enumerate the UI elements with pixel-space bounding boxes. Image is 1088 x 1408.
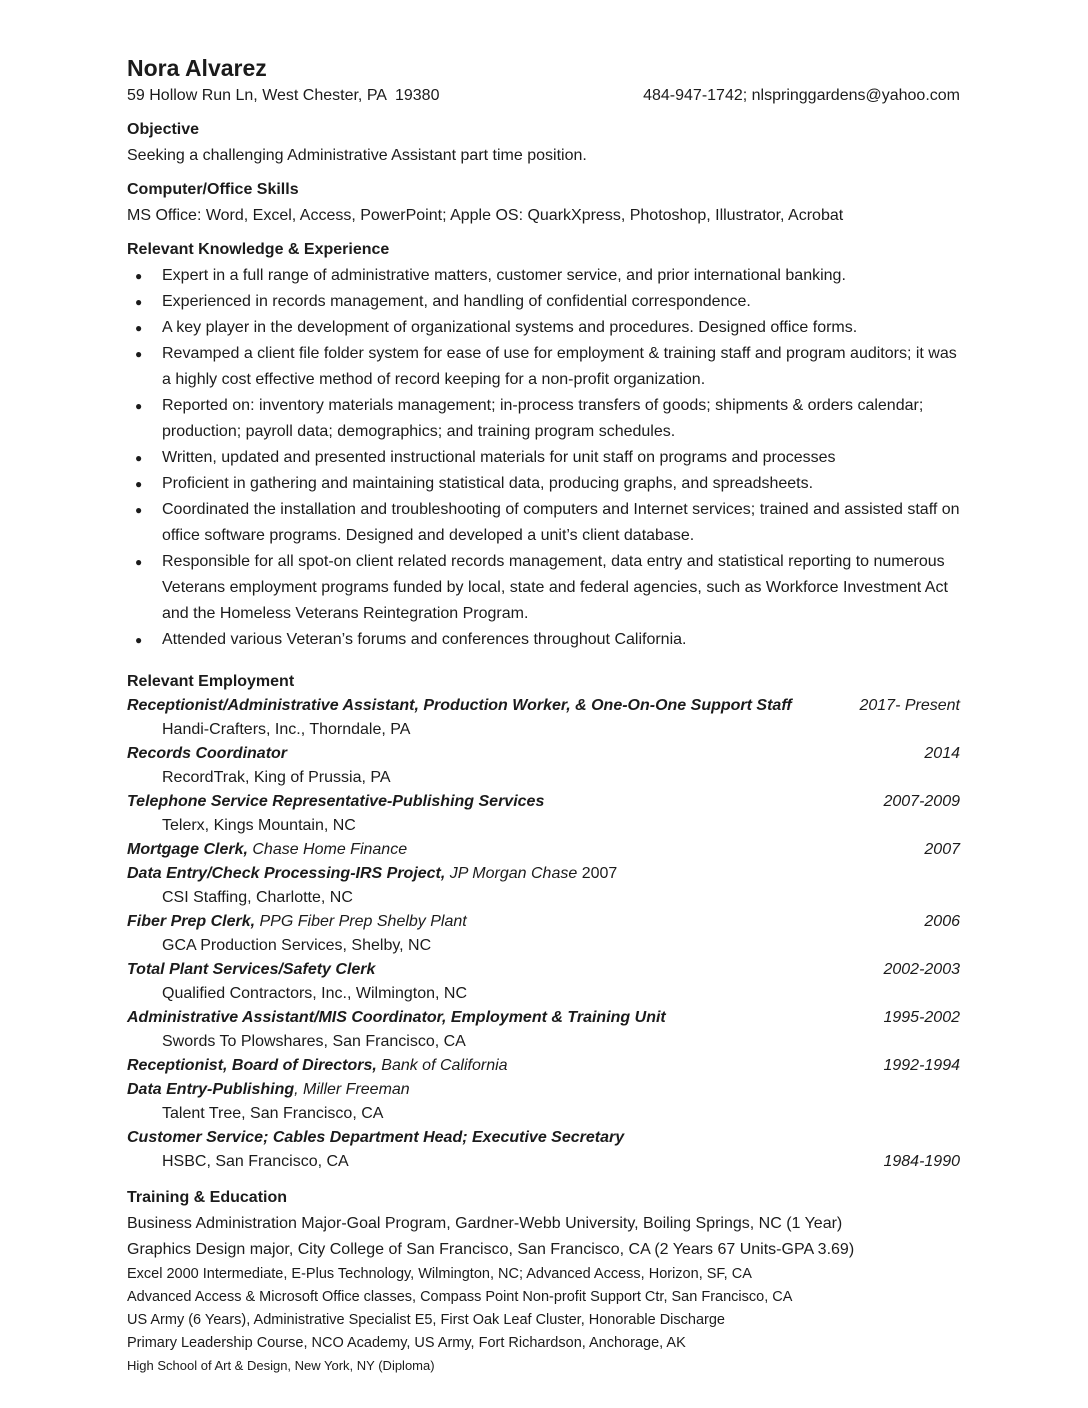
bullet-item: ● Experienced in records management, and handling of confidential correspondence. — [127, 289, 960, 315]
education-line: High School of Art & Design, New York, NY (Diploma) — [127, 1358, 435, 1373]
job-dates: 2006 — [924, 913, 960, 930]
knowledge-bullet-list — [127, 263, 960, 653]
person-name: Nora Alvarez — [127, 55, 267, 81]
employment-org-row — [127, 982, 960, 1006]
employment-title-row — [127, 910, 960, 934]
employment-section — [127, 670, 960, 1174]
education-line: Excel 2000 Intermediate, E-Plus Technology, Wilmington, NC; Advanced Access, Horizon, SF, CA — [127, 1266, 752, 1282]
bullet-item: ● A key player in the development of organizational systems and procedures. Designed office forms. — [127, 315, 960, 341]
employment-title-row — [127, 862, 960, 886]
education-line: Advanced Access & Microsoft Office classes, Compass Point Non-profit Support Ctr, San Francisco, CA — [127, 1289, 793, 1305]
job-title: Records Coordinator — [127, 745, 288, 762]
bullet-item: ● Revamped a client file folder system for ease of use for employment & training staff and program auditors; it was a highly cost effective method of record keeping for a non-profit organization. — [127, 341, 960, 393]
job-title: Mortgage Clerk, — [127, 841, 253, 858]
phone-email: 484-947-1742; nlspringgardens@yahoo.com — [643, 87, 960, 104]
employment-heading: Relevant Employment — [127, 673, 295, 690]
job-company: PPG Fiber Prep Shelby Plant — [259, 913, 467, 930]
employment-org-row — [127, 1102, 960, 1126]
employment-org-row — [127, 1030, 960, 1054]
job-dates: 1995-2002 — [883, 1009, 960, 1026]
job-title: Data Entry-Publishing — [127, 1081, 295, 1098]
job-dates: 1984-1990 — [883, 1153, 960, 1170]
employment-title-row — [127, 838, 960, 862]
job-organization: Handi-Crafters, Inc., Thorndale, PA — [162, 721, 411, 738]
job-dates: 2014 — [924, 745, 960, 762]
objective-heading: Objective — [127, 121, 200, 138]
job-inline-year: 2007 — [581, 865, 618, 882]
job-title: Fiber Prep Clerk, — [127, 913, 260, 930]
job-dates: 2017- Present — [859, 697, 960, 714]
job-organization: CSI Staffing, Charlotte, NC — [162, 889, 353, 906]
employment-title-row — [127, 1054, 960, 1078]
job-title: Receptionist/Administrative Assistant, Production Worker, & One-On-One Support Staff — [127, 697, 792, 714]
job-title: Telephone Service Representative-Publishing Services — [127, 793, 545, 810]
job-organization: RecordTrak, King of Prussia, PA — [162, 769, 391, 786]
bullet-item: ● Reported on: inventory materials management; in-process transfers of goods; shipments & orders calendar; production; payroll data; demographics; and training program schedules. — [127, 393, 960, 445]
contact-row — [127, 83, 960, 109]
bullet-item: ● Expert in a full range of administrative matters, customer service, and prior international banking. — [127, 263, 960, 289]
employment-org-row — [127, 766, 960, 790]
job-organization: Swords To Plowshares, San Francisco, CA — [162, 1033, 466, 1050]
employment-title-row — [127, 1126, 960, 1150]
job-dates: 2007 — [924, 841, 960, 858]
employment-org-row — [127, 814, 960, 838]
employment-title-row — [127, 790, 960, 814]
job-company: , Miller Freeman — [294, 1081, 410, 1098]
job-dates: 2007-2009 — [883, 793, 960, 810]
employment-title-row — [127, 958, 960, 982]
skills-heading: Computer/Office Skills — [127, 181, 299, 198]
employment-title-row — [127, 1078, 960, 1102]
job-organization: Qualified Contractors, Inc., Wilmington, NC — [162, 985, 467, 1002]
skills-text: MS Office: Word, Excel, Access, PowerPoint; Apple OS: QuarkXpress, Photoshop, Illustrator, Acrobat — [127, 207, 844, 224]
job-company: Chase Home Finance — [252, 841, 408, 858]
employment-org-row — [127, 934, 960, 958]
employment-org-row — [127, 1150, 960, 1174]
bullet-item: ● Coordinated the installation and troubleshooting of computers and Internet services; trained and assisted staff on office software programs. Designed and developed a unit’s client database. — [127, 497, 960, 549]
objective-text: Seeking a challenging Administrative Assistant part time position. — [127, 147, 587, 164]
job-organization: Telerx, Kings Mountain, NC — [162, 817, 356, 834]
job-title: Total Plant Services/Safety Clerk — [127, 961, 376, 978]
job-company: Bank of California — [381, 1057, 508, 1074]
knowledge-heading: Relevant Knowledge & Experience — [127, 241, 390, 258]
education-line: US Army (6 Years), Administrative Specialist E5, First Oak Leaf Cluster, Honorable Discharge — [127, 1312, 725, 1328]
bullet-item: ● Responsible for all spot-on client related records management, data entry and statistical reporting to numerous Veterans employment programs funded by local, state and federal agencies, such as Workforce Investment Act and the Homeless Veterans Reintegration Program. — [127, 549, 960, 627]
education-line: Primary Leadership Course, NCO Academy, US Army, Fort Richardson, Anchorage, AK — [127, 1335, 686, 1351]
employment-org-row — [127, 718, 960, 742]
education-heading: Training & Education — [127, 1189, 288, 1206]
job-organization: GCA Production Services, Shelby, NC — [162, 937, 432, 954]
address: 59 Hollow Run Ln, West Chester, PA 19380 — [127, 87, 440, 104]
bullet-item: ● Attended various Veteran’s forums and conferences throughout California. — [127, 627, 960, 653]
education-line: Graphics Design major, City College of San Francisco, San Francisco, CA (2 Years 67 Units-GPA 3.69) — [127, 1241, 855, 1258]
bullet-item: ● Written, updated and presented instructional materials for unit staff on programs and processes — [127, 445, 960, 471]
job-title: Administrative Assistant/MIS Coordinator, Employment & Training Unit — [127, 1009, 666, 1026]
job-organization: HSBC, San Francisco, CA — [162, 1153, 349, 1170]
job-dates: 2002-2003 — [883, 961, 960, 978]
job-title: Data Entry/Check Processing-IRS Project, — [127, 865, 450, 882]
employment-title-row — [127, 694, 960, 718]
education-section — [127, 1185, 960, 1377]
employment-title-row — [127, 1006, 960, 1030]
job-title: Receptionist, Board of Directors, — [127, 1057, 382, 1074]
education-line: Business Administration Major-Goal Program, Gardner-Webb University, Boiling Springs, NC (1 Year) — [127, 1215, 843, 1232]
employment-org-row — [127, 886, 960, 910]
job-company: JP Morgan Chase — [449, 865, 582, 882]
employment-title-row — [127, 742, 960, 766]
bullet-item: ● Proficient in gathering and maintaining statistical data, producing graphs, and spreadsheets. — [127, 471, 960, 497]
job-dates: 1992-1994 — [883, 1057, 960, 1074]
job-title: Customer Service; Cables Department Head; Executive Secretary — [127, 1129, 625, 1146]
job-organization: Talent Tree, San Francisco, CA — [162, 1105, 384, 1122]
